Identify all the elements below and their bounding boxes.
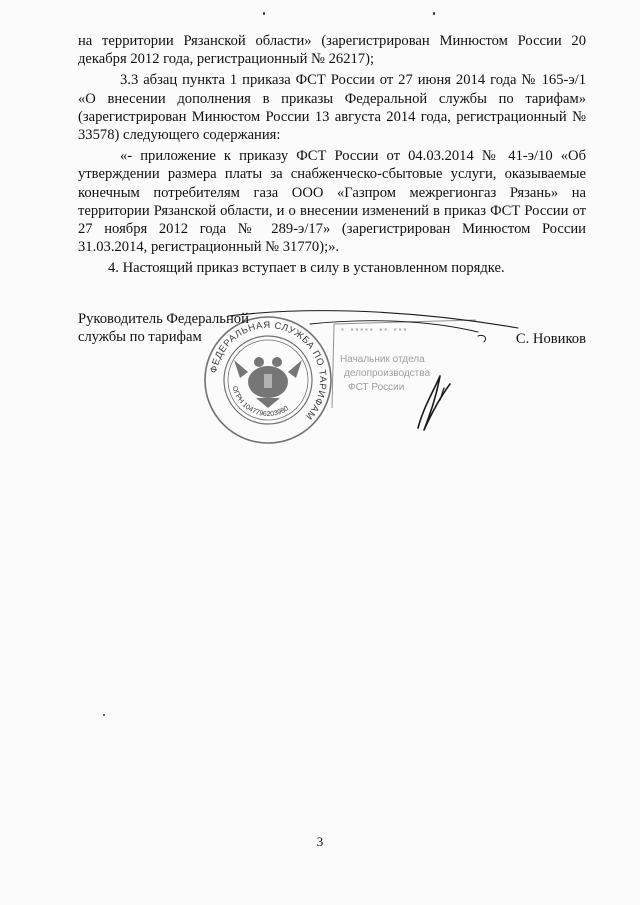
scan-speck — [103, 714, 105, 716]
scan-speck — [433, 12, 435, 15]
paragraph-continuation: на территории Рязанской области» (зарегистрирован Минюстом России 20 декабря 2012 года, регистрационный № 26217); — [78, 33, 586, 68]
stamp-box — [332, 320, 476, 408]
stamp-box-line: Начальник отдела — [340, 354, 425, 365]
stamp-inner-text: ОГРН 1047796203980 — [230, 385, 290, 419]
svg-text:▪ ▪▪▪▪▪ ▪▪ ▪▪▪: ▪ ▪▪▪▪▪ ▪▪ ▪▪▪ — [340, 326, 408, 335]
stamp-box-line: ФСТ России — [348, 382, 405, 393]
signature-block — [78, 310, 586, 450]
stamp-ring-text: ФЕДЕРАЛЬНАЯ СЛУЖБА ПО ТАРИФАМ — [208, 319, 329, 422]
paragraph-appendix: «- приложение к приказу ФСТ России от 04.03.2014 № 41-э/10 «Об утверждении размера платы за снабженческо-сбытовые услуги, оказываемые конечным потребителям газа ООО «Газпром межрегионгаз Рязань» на территории Рязанской области, и о внесении изменений в приказ ФСТ России от 27 ноября 2012 года № 289-э/17» (зарегистрирован Минюстом России 31.03.2014, регистрационный № 31770);». — [78, 148, 586, 256]
scan-speck — [263, 12, 265, 15]
page-number: 3 — [316, 834, 324, 849]
paragraph-4: 4. Настоящий приказ вступает в силу в установленном порядке. — [108, 260, 505, 277]
signatory-name: С. Новиков — [515, 331, 586, 347]
stamp-box-line: делопроизводства — [344, 368, 431, 379]
signatory-position: Руководитель Федеральной службы по тарифам — [78, 311, 249, 346]
document-body — [78, 32, 586, 278]
paragraph-3-3: 3.3 абзац пункта 1 приказа ФСТ России от 27 июня 2014 года № 165-э/1 «О внесении дополнения в приказы Федеральной службы по тарифам» (зарегистрирован Минюстом России 13 августа 2014 года, регистрационный № 33578) следующего содержания: — [78, 72, 586, 144]
